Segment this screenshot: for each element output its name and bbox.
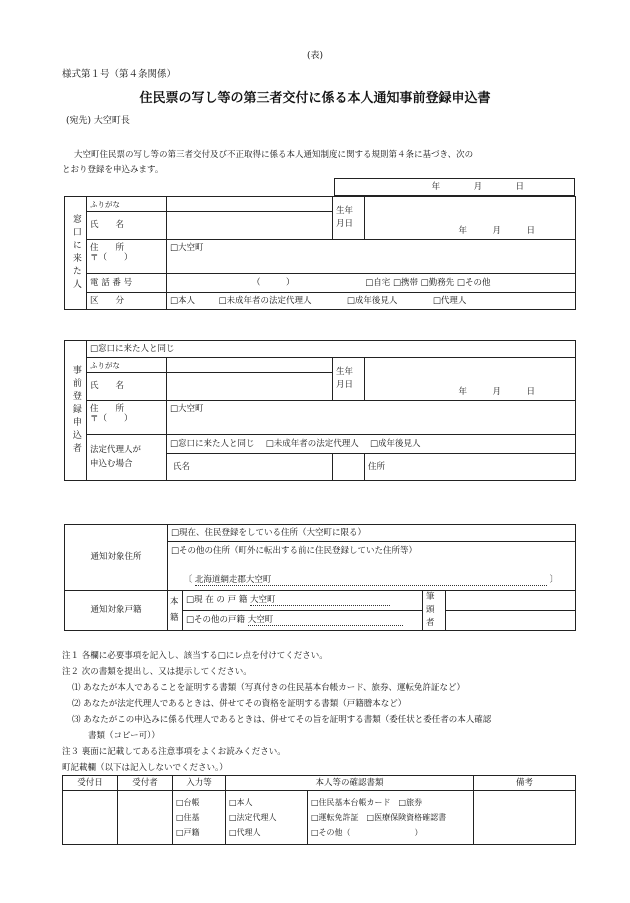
name-input-2[interactable] bbox=[167, 373, 333, 401]
cur-domicile-cell[interactable] bbox=[183, 591, 423, 611]
office-use-table bbox=[62, 775, 576, 845]
month-label: 月 bbox=[473, 181, 483, 192]
birth-ymd-2: 年 月 日 bbox=[458, 386, 536, 397]
name-input[interactable] bbox=[167, 212, 333, 240]
legal-rep-options[interactable]: □窓口に来た人と同じ □未成年者の法定代理人 □成年後見人 bbox=[167, 435, 576, 454]
category-label: 区 分 bbox=[87, 293, 167, 310]
who-options bbox=[226, 791, 308, 845]
received-input[interactable] bbox=[63, 791, 118, 845]
other-domicile-cell[interactable] bbox=[183, 611, 423, 631]
other-domicile-value: 大空町 bbox=[248, 615, 403, 626]
section-applicant bbox=[64, 340, 576, 481]
cat-agent[interactable]: □代理人 bbox=[432, 295, 467, 306]
address-label-2: 住 所 bbox=[90, 404, 125, 414]
note-2-3: ⑶ あなたがこの申込みに係る代理人であるときは、併せてその旨を証明する書類（委任状と委任者の本人確認 bbox=[72, 715, 492, 725]
furigana-input-2[interactable] bbox=[167, 358, 333, 373]
bracket-close: 〕 bbox=[549, 574, 559, 585]
note-1: 注１ 各欄に必要事項を記入し、該当する□にレ点を付けてください。 bbox=[62, 651, 328, 661]
opt-juki[interactable]: □住基 bbox=[176, 812, 200, 822]
name-label: 氏 名 bbox=[87, 212, 167, 240]
note-2: 注２ 次の書類を提出し、又は提示してください。 bbox=[62, 667, 252, 677]
target-address-label: 通知対象住所 bbox=[65, 525, 168, 591]
same-as-visitor[interactable]: □窓口に来た人と同じ bbox=[87, 341, 576, 358]
cat-minor-rep[interactable]: □未成年者の法定代理人 bbox=[218, 295, 312, 306]
address-input[interactable] bbox=[167, 240, 576, 274]
hdr-id-docs: 本人等の確認書類 bbox=[226, 776, 474, 791]
office-heading: 町記載欄（以下は記入しないでください。） bbox=[62, 763, 228, 773]
furigana-label-2: ふりがな bbox=[87, 358, 167, 373]
bracket-open: 〔 bbox=[183, 574, 193, 585]
year-label: 年 bbox=[431, 181, 441, 192]
page-title: 住民票の写し等の第三者交付に係る本人通知事前登録申込書 bbox=[139, 91, 491, 106]
birth-label-2: 生年月日 bbox=[333, 358, 365, 401]
bracket-text: 北海道網走郡大空町 bbox=[195, 575, 547, 586]
opt-license-insurance[interactable]: □運転免許証 □医療保険資格確認書 bbox=[311, 812, 447, 822]
hdr-input: 入力等 bbox=[173, 776, 226, 791]
phone-paren: （ ） bbox=[252, 277, 295, 288]
rep-address-label: 住所 bbox=[365, 454, 576, 481]
address-checkbox[interactable]: □大空町 bbox=[170, 243, 204, 253]
head-input-2[interactable] bbox=[446, 611, 576, 631]
target-opt-current[interactable]: □現在、住民登録をしている住所（大空町に限る） bbox=[168, 525, 576, 542]
remarks-input[interactable] bbox=[474, 791, 576, 845]
address-input-2[interactable] bbox=[167, 401, 576, 435]
phone-label: 電 話 番 号 bbox=[87, 274, 167, 293]
furigana-label: ふりがな bbox=[87, 197, 167, 212]
date-field[interactable] bbox=[335, 179, 575, 196]
opt-legal-rep[interactable]: □法定代理人 bbox=[229, 812, 277, 822]
cur-domicile-checkbox[interactable]: □現 在 の 戸 籍 bbox=[186, 594, 248, 605]
address-label-cell bbox=[87, 240, 167, 274]
furigana-input[interactable] bbox=[167, 197, 333, 212]
cat-self[interactable]: □本人 bbox=[170, 295, 196, 306]
legal-rep-line-1: 法定代理人が bbox=[90, 444, 142, 455]
hdr-remarks: 備考 bbox=[474, 776, 576, 791]
category-options bbox=[167, 293, 576, 310]
postal-label: 〒（ ） bbox=[90, 253, 133, 264]
other-domicile-checkbox[interactable]: □その他の戸籍 bbox=[186, 614, 246, 625]
birth-input-2[interactable] bbox=[365, 358, 576, 401]
intro-line-1: 大空町住民票の写し等の第三者交付及び不正取得に係る本人通知制度に関する規則第４条に基づき、次の bbox=[74, 150, 474, 160]
section-target bbox=[64, 524, 576, 631]
form-number: 様式第１号（第４条関係） bbox=[62, 69, 177, 80]
note-2-1: ⑴ あなたが本人であることを証明する書類（写真付きの住民基本台帳カード、旅券、運転免許証など） bbox=[72, 683, 465, 693]
addressee: (宛先) 大空町長 bbox=[66, 116, 130, 126]
receiver-input[interactable] bbox=[118, 791, 173, 845]
birth-input[interactable] bbox=[365, 197, 576, 240]
rep-name-cell[interactable] bbox=[167, 454, 333, 481]
doc-options bbox=[308, 791, 474, 845]
intro-line-2: とおり登録を申込みます。 bbox=[62, 165, 164, 175]
applicant-side-label: 事前登録申込者 bbox=[65, 341, 87, 481]
target-domicile-label: 通知対象戸籍 bbox=[65, 591, 168, 631]
input-options bbox=[173, 791, 226, 845]
opt-card-passport[interactable]: □住民基本台帳カード □旅券 bbox=[311, 797, 423, 807]
side-label: (表) bbox=[306, 51, 324, 61]
rep-name-label: 氏名 bbox=[173, 461, 191, 472]
honseki-label: 本籍 bbox=[168, 591, 183, 631]
postal-label-2: 〒（ ） bbox=[90, 414, 133, 425]
address-label: 住 所 bbox=[90, 243, 125, 253]
opt-ledger[interactable]: □台帳 bbox=[176, 797, 200, 807]
opt-koseki[interactable]: □戸籍 bbox=[176, 828, 200, 838]
other-address-input[interactable] bbox=[168, 560, 576, 591]
legal-rep-label bbox=[87, 435, 167, 481]
head-label: 筆頭者 bbox=[423, 591, 446, 631]
section-window-visitor bbox=[64, 196, 576, 310]
address-checkbox-2[interactable]: □大空町 bbox=[170, 404, 204, 414]
note-2-3-cont: 書類（コピー可）） bbox=[88, 731, 160, 741]
cat-guardian[interactable]: □成年後見人 bbox=[346, 295, 398, 306]
date-row bbox=[334, 178, 575, 196]
note-3: 注３ 裏面に記載してある注意事項をよくお読みください。 bbox=[62, 747, 286, 757]
legal-rep-line-2: 申込む場合 bbox=[90, 458, 133, 469]
name-label-2: 氏 名 bbox=[87, 373, 167, 401]
cur-domicile-value: 大空町 bbox=[250, 595, 390, 606]
opt-self[interactable]: □本人 bbox=[229, 797, 253, 807]
hdr-receiver: 受付者 bbox=[118, 776, 173, 791]
target-opt-other[interactable]: □その他の住所（町外に転出する前に住民登録していた住所等） bbox=[168, 542, 576, 560]
note-2-2: ⑵ あなたが法定代理人であるときは、併せてその資格を証明する書類（戸籍謄本など） bbox=[72, 699, 407, 709]
birth-ymd: 年 月 日 bbox=[458, 225, 535, 236]
address-label-cell-2 bbox=[87, 401, 167, 435]
head-input-1[interactable] bbox=[446, 591, 576, 611]
opt-other-doc[interactable]: □その他（ ） bbox=[311, 828, 423, 838]
day-label: 日 bbox=[515, 181, 524, 192]
opt-agent[interactable]: □代理人 bbox=[229, 828, 261, 838]
rep-name-input[interactable] bbox=[333, 454, 365, 481]
birth-label: 生年月日 bbox=[333, 197, 365, 240]
hdr-received: 受付日 bbox=[63, 776, 118, 791]
phone-type-options[interactable]: □自宅 □携帯 □勤務先 □その他 bbox=[365, 277, 491, 288]
phone-input[interactable] bbox=[167, 274, 576, 293]
window-visitor-side-label: 窓口に来た人 bbox=[65, 197, 87, 310]
